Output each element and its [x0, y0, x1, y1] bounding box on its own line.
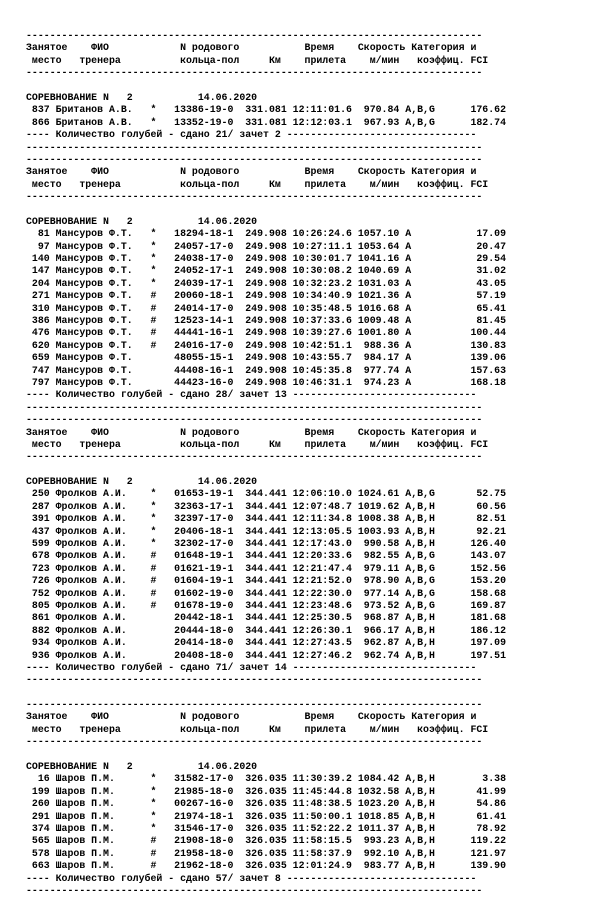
blank-line	[26, 80, 506, 92]
column-header-line-1: Занятое ФИО N родового Время Скорость Категория и	[26, 426, 477, 438]
result-row: 97 Мансуров Ф.Т. * 24057-17-0 249.908 10:27:11.1 1053.64 A 20.47	[26, 240, 507, 252]
result-row: 723 Фролков А.И. # 01621-19-1 344.441 12:21:47.4 979.11 A,B,G 152.56	[26, 562, 507, 574]
result-row: 16 Шаров П.М. * 31582-17-0 326.035 11:30:39.2 1084.42 A,B,H 3.38	[26, 773, 507, 785]
race-title-line: СОРЕВНОВАНИЕ N 2 14.06.2020	[26, 476, 258, 488]
race-title-line: СОРЕВНОВАНИЕ N 2 14.06.2020	[26, 91, 258, 103]
rule-line: -----------------------------------------------------------------------------	[26, 674, 483, 686]
result-row: 747 Мансуров Ф.Т. 44408-16-1 249.908 10:45:35.8 977.74 A 157.63	[26, 364, 507, 376]
rule-line: -----------------------------------------------------------------------------	[26, 30, 483, 41]
blank-line	[26, 749, 506, 761]
result-row: 391 Фролков А.И. * 32397-17-0 344.441 12:11:34.8 1008.38 A,B,H 82.51	[26, 513, 507, 525]
result-row: 310 Мансуров Ф.Т. # 24014-17-0 249.908 10:35:48.5 1016.68 A 65.41	[26, 302, 507, 314]
rule-line: -----------------------------------------------------------------------------	[26, 699, 483, 711]
result-row: 271 Мансуров Ф.Т. # 20060-18-1 249.908 10:34:40.9 1021.36 A 57.19	[26, 290, 507, 302]
rule-line: -----------------------------------------------------------------------------	[26, 414, 483, 426]
column-header-line-1: Занятое ФИО N родового Время Скорость Категория и	[26, 711, 477, 723]
result-row: 678 Фролков А.И. # 01648-19-1 344.441 12:20:33.6 982.55 A,B,G 143.07	[26, 550, 507, 562]
result-row: 565 Шаров П.М. # 21908-18-0 326.035 11:58:15.5 993.23 A,B,H 119.22	[26, 835, 507, 847]
result-row: 386 Мансуров Ф.Т. # 12523-14-1 249.908 10:37:33.6 1009.48 A 81.45	[26, 314, 507, 326]
result-row: 250 Фролков А.И. * 01653-19-1 344.441 12:06:10.0 1024.61 A,B,G 52.75	[26, 488, 507, 500]
result-row: 805 Фролков А.И. # 01678-19-0 344.441 12:23:48.6 973.52 A,B,G 169.87	[26, 599, 507, 611]
result-row: 659 Мансуров Ф.Т. 48055-15-1 249.908 10:43:55.7 984.17 A 139.06	[26, 352, 507, 364]
result-row: 476 Мансуров Ф.Т. # 44441-16-1 249.908 10:39:27.6 1001.80 A 100.44	[26, 327, 507, 339]
rule-line: -----------------------------------------------------------------------------	[26, 884, 483, 896]
result-row: 837 Британов А.В. * 13386-19-0 331.081 12:11:01.6 970.84 A,B,G 176.62	[26, 104, 507, 116]
column-header-line-1: Занятое ФИО N родового Время Скорость Категория и	[26, 42, 477, 54]
race-title-line: СОРЕВНОВАНИЕ N 2 14.06.2020	[26, 215, 258, 227]
result-row: 797 Мансуров Ф.Т. 44423-16-0 249.908 10:46:31.1 974.23 A 168.18	[26, 376, 507, 388]
column-header-line-2: место тренера кольца-пол Км прилета м/мин коэффиц. FCI	[26, 54, 489, 66]
blank-line	[26, 464, 506, 476]
result-row: 291 Шаров П.М. * 21974-18-1 326.035 11:50:00.1 1018.85 A,B,H 61.41	[26, 810, 507, 822]
column-header-line-2: место тренера кольца-пол Км прилета м/мин коэффиц. FCI	[26, 178, 489, 190]
result-row: 260 Шаров П.М. * 00267-16-0 326.035 11:48:38.5 1023.20 A,B,H 54.86	[26, 798, 507, 810]
column-header-line-1: Занятое ФИО N родового Время Скорость Категория и	[26, 166, 477, 178]
summary-line: ---- Количество голубей - сдано 28/ зачет 13 -------------------------------	[26, 389, 477, 401]
blank-line	[26, 203, 506, 215]
rule-line: -----------------------------------------------------------------------------	[26, 736, 483, 748]
rule-line: -----------------------------------------------------------------------------	[26, 451, 483, 463]
column-header-line-2: место тренера кольца-пол Км прилета м/мин коэффиц. FCI	[26, 438, 489, 450]
result-row: 861 Фролков А.И. 20442-18-1 344.441 12:25:30.5 968.87 A,B,H 181.68	[26, 612, 507, 624]
result-row: 663 Шаров П.М. # 21962-18-0 326.035 12:01:24.9 983.77 A,B,H 139.90	[26, 860, 507, 872]
rule-line: -----------------------------------------------------------------------------	[26, 67, 483, 79]
column-header-line-2: место тренера кольца-пол Км прилета м/мин коэффиц. FCI	[26, 723, 489, 735]
result-row: 204 Мансуров Ф.Т. * 24039-17-1 249.908 10:32:23.2 1031.03 A 43.05	[26, 277, 507, 289]
result-row: 374 Шаров П.М. * 31546-17-0 326.035 11:52:22.2 1011.37 A,B,H 78.92	[26, 823, 507, 834]
result-row: 936 Фролков А.И. 20408-18-0 344.441 12:27:46.2 962.74 A,B,H 197.51	[26, 649, 507, 661]
result-row: 199 Шаров П.М. * 21985-18-0 326.035 11:45:44.8 1032.58 A,B,H 41.99	[26, 785, 507, 797]
result-row: 81 Мансуров Ф.Т. * 18294-18-1 249.908 10:26:24.6 1057.10 A 17.09	[26, 228, 507, 240]
summary-line: ---- Количество голубей - сдано 71/ зачет 14 -------------------------------	[26, 661, 477, 673]
race-title-line: СОРЕВНОВАНИЕ N 2 14.06.2020	[26, 761, 258, 773]
result-row: 147 Мансуров Ф.Т. * 24052-17-1 249.908 10:30:08.2 1040.69 A 31.02	[26, 265, 507, 277]
rule-line: -----------------------------------------------------------------------------	[26, 153, 483, 165]
result-row: 599 Фролков А.И. * 32302-17-0 344.441 12:17:43.0 990.58 A,B,H 126.40	[26, 538, 507, 550]
result-row: 934 Фролков А.И. 20414-18-0 344.441 12:27:43.5 962.87 A,B,H 197.09	[26, 637, 507, 649]
result-row: 866 Британов А.В. * 13352-19-0 331.081 12:12:03.1 967.93 A,B,G 182.74	[26, 116, 507, 128]
result-row: 752 Фролков А.И. # 01602-19-0 344.441 12:22:30.0 977.14 A,B,G 158.68	[26, 587, 507, 599]
result-row: 578 Шаров П.М. # 21958-18-0 326.035 11:58:37.9 992.10 A,B,H 121.97	[26, 847, 507, 859]
result-row: 620 Мансуров Ф.Т. # 24016-17-0 249.908 10:42:51.1 988.36 A 130.83	[26, 339, 507, 351]
result-row: 882 Фролков А.И. 20444-18-0 344.441 12:26:30.1 966.17 A,B,H 186.12	[26, 624, 507, 636]
summary-line: ---- Количество голубей - сдано 21/ зачет 2 --------------------------------	[26, 129, 477, 141]
rule-line: -----------------------------------------------------------------------------	[26, 141, 483, 153]
result-row: 287 Фролков А.И. * 32363-17-1 344.441 12:07:48.7 1019.62 A,B,H 60.56	[26, 500, 507, 512]
rule-line: -----------------------------------------------------------------------------	[26, 401, 483, 413]
rule-line: -----------------------------------------------------------------------------	[26, 191, 483, 203]
summary-line: ---- Количество голубей - сдано 57/ зачет 8 --------------------------------	[26, 872, 477, 884]
result-row: 140 Мансуров Ф.Т. * 24038-17-0 249.908 10:30:01.7 1041.16 A 29.54	[26, 253, 507, 265]
blank-line	[26, 687, 506, 699]
result-row: 726 Фролков А.И. # 01604-19-1 344.441 12:21:52.0 978.90 A,B,G 153.20	[26, 575, 507, 587]
race-results-report	[26, 30, 506, 897]
result-row: 437 Фролков А.И. * 20406-18-1 344.441 12:13:05.5 1003.93 A,B,H 92.21	[26, 525, 507, 537]
